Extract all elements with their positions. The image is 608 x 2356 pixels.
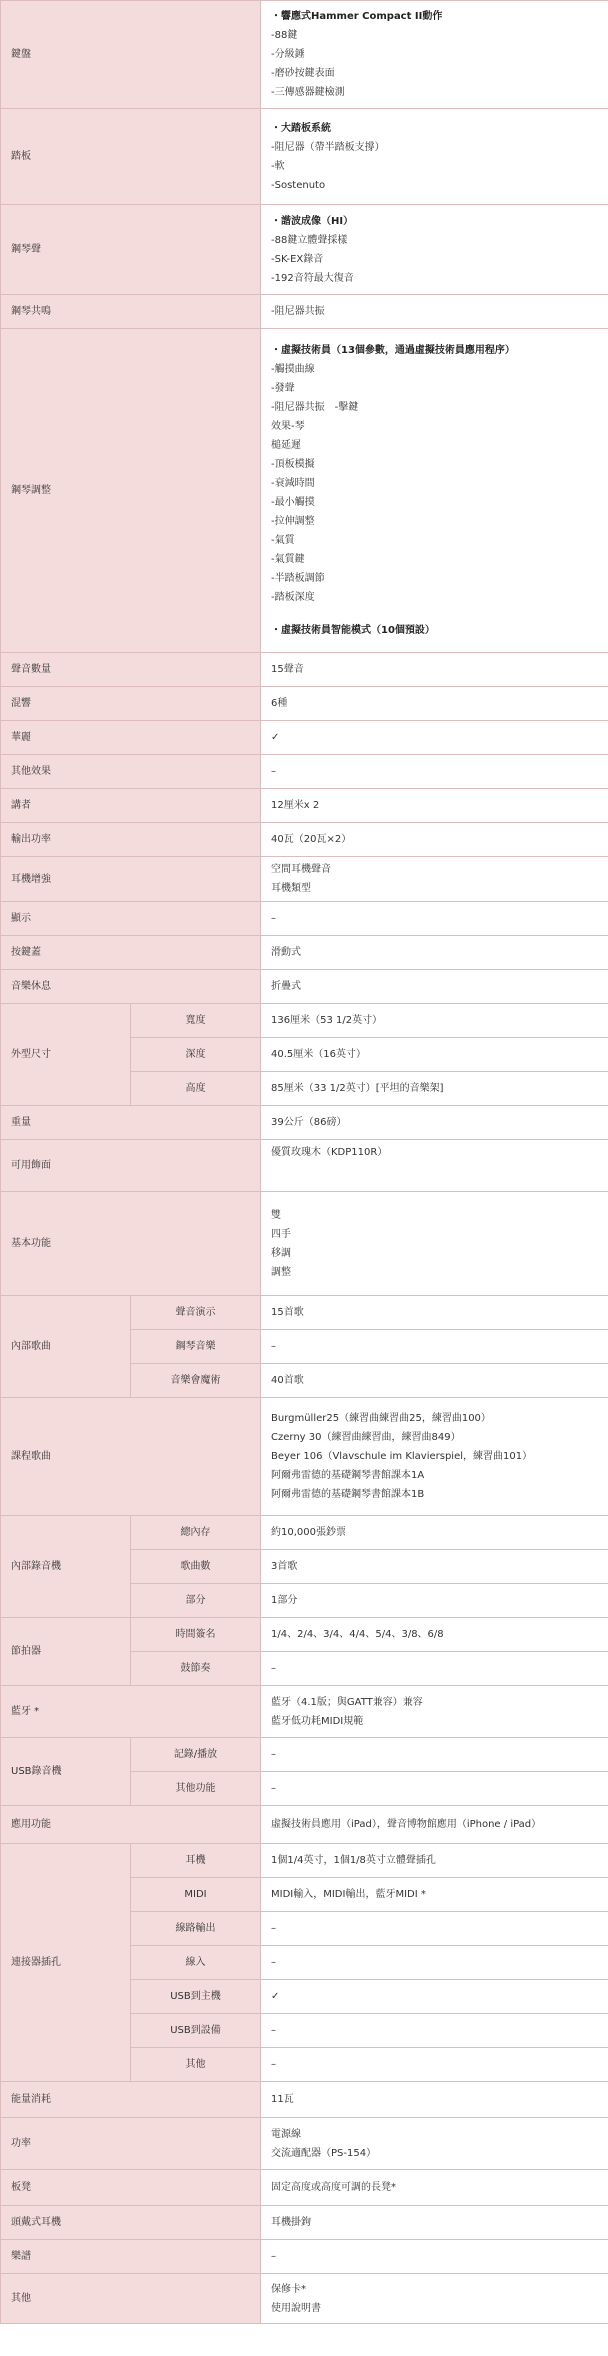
value-line: -拉伸調整 [271, 516, 315, 527]
row-label: USB錄音機 [1, 1738, 131, 1806]
value-line: 藍牙低功耗MIDI規範 [271, 1715, 364, 1727]
value-line: 雙 [271, 1209, 281, 1221]
row-value: 虛擬技術員應用（iPad），聲音博物館應用（iPhone / iPad） [261, 1806, 608, 1844]
value-line: -Sostenuto [271, 179, 326, 191]
row-value [261, 109, 608, 205]
row-label: 能量消耗 [1, 2082, 261, 2118]
row-value: – [261, 1330, 608, 1364]
value-line: 電源線 [271, 2128, 301, 2140]
row-label: 其他 [1, 2274, 261, 2324]
value-line: -192音符最大復音 [271, 272, 354, 284]
value-line: ・響應式Hammer Compact II動作 [271, 11, 443, 22]
value-line: 移調 [271, 1247, 291, 1259]
row-value: 約10,000張鈔票 [261, 1516, 608, 1550]
row-label: 鋼琴共鳴 [1, 295, 261, 329]
sub-label: 深度 [131, 1038, 261, 1072]
spacer [271, 607, 598, 621]
row-value: 折疊式 [261, 970, 608, 1004]
row-piano-tuning [1, 329, 608, 653]
value-line: Czerny 30（練習曲練習曲，練習曲849） [271, 1432, 461, 1443]
row-label: 聲音數量 [1, 653, 261, 687]
row-label: 板凳 [1, 2170, 261, 2206]
row-value: 6種 [261, 687, 608, 721]
row-lesson-songs [1, 1398, 608, 1516]
row-label: 內部錄音機 [1, 1516, 131, 1618]
row-power-consumption [1, 2082, 608, 2118]
value-line: 耳機類型 [271, 883, 311, 894]
value-line: 調整 [271, 1266, 291, 1278]
sub-label: 總內存 [131, 1516, 261, 1550]
value-line: ・虛擬技術員（13個參數，通過虛擬技術員應用程序） [271, 345, 515, 356]
row-value: – [261, 1738, 608, 1772]
value-line: -阻尼器共振 -擊鍵 [271, 402, 359, 413]
value-line: -半踏板調節 [271, 573, 325, 584]
sub-label: 線路輸出 [131, 1912, 261, 1946]
row-value: 耳機掛鉤 [261, 2206, 608, 2240]
row-label: 節拍器 [1, 1618, 131, 1686]
value-line: Beyer 106（Vlavschule im Klavierspiel，練習曲101） [271, 1451, 533, 1462]
row-label: 鍵盤 [1, 1, 261, 109]
row-value [261, 205, 608, 295]
value-line: ・大踏板系統 [271, 122, 331, 134]
sub-label: 高度 [131, 1072, 261, 1106]
value-line: ・虛擬技術員智能模式（10個預設） [271, 625, 435, 636]
check-icon: ✓ [261, 721, 608, 755]
sub-label: 耳機 [131, 1844, 261, 1878]
row-bench [1, 2170, 608, 2206]
sub-label: 聲音演示 [131, 1296, 261, 1330]
row-value: 85厘米（33 1/2英寸）[平坦的音樂架] [261, 1072, 608, 1106]
sub-label: 線入 [131, 1946, 261, 1980]
row-value [261, 329, 608, 653]
row-label: 按鍵蓋 [1, 936, 261, 970]
row-label: 華麗 [1, 721, 261, 755]
row-label: 鋼琴聲 [1, 205, 261, 295]
value-line: ・諧波成像（HI） [271, 215, 354, 227]
sub-label: MIDI [131, 1878, 261, 1912]
row-label: 耳機增強 [1, 857, 261, 902]
sub-label: 音樂會魔術 [131, 1364, 261, 1398]
row-pedals [1, 109, 608, 205]
value-line: -磨砂按鍵表面 [271, 68, 335, 79]
row-value: 11瓦 [261, 2082, 608, 2118]
row-value [261, 1398, 608, 1516]
row-label: 應用功能 [1, 1806, 261, 1844]
value-line: 藍牙（4.1版；與GATT兼容）兼容 [271, 1696, 423, 1708]
value-line: -軟 [271, 160, 285, 172]
value-line: 四手 [271, 1228, 291, 1240]
value-line: Burgmüller25（練習曲練習曲25，練習曲100） [271, 1413, 491, 1424]
row-value: 12厘米x 2 [261, 789, 608, 823]
row-value: 40.5厘米（16英寸） [261, 1038, 608, 1072]
row-headphone-enhancement [1, 857, 608, 902]
sub-label: 其他功能 [131, 1772, 261, 1806]
row-value: 3首歌 [261, 1550, 608, 1584]
sub-label: 其他 [131, 2048, 261, 2082]
row-label: 其他效果 [1, 755, 261, 789]
row-value [261, 1686, 608, 1738]
check-icon: ✓ [261, 1980, 608, 2014]
row-value: 1部分 [261, 1584, 608, 1618]
value-line: -三傳感器鍵檢測 [271, 87, 345, 98]
row-label: 基本功能 [1, 1192, 261, 1296]
row-label: 混響 [1, 687, 261, 721]
row-headphone [1, 2206, 608, 2240]
row-label: 鋼琴調整 [1, 329, 261, 653]
row-value [261, 1192, 608, 1296]
row-label: 可用飾面 [1, 1140, 261, 1192]
row-value: 滑動式 [261, 936, 608, 970]
value-line: -分級錘 [271, 49, 305, 60]
row-value: – [261, 1946, 608, 1980]
row-value: 優質玫瑰木（KDP110R） [261, 1140, 608, 1192]
row-other [1, 2274, 608, 2324]
row-speakers [1, 789, 608, 823]
row-bluetooth [1, 1686, 608, 1738]
row-value: 136厘米（53 1/2英寸） [261, 1004, 608, 1038]
value-line: -88鍵立體聲採樣 [271, 234, 348, 246]
row-value: -阻尼器共振 [261, 295, 608, 329]
row-value [261, 2118, 608, 2170]
value-line: 阿爾弗雷德的基礎鋼琴書館課本1B [271, 1489, 425, 1500]
value-line: 槌延遲 [271, 440, 301, 451]
sub-label: 部分 [131, 1584, 261, 1618]
row-internal-songs-demo [1, 1296, 608, 1330]
row-value: – [261, 2240, 608, 2274]
sub-label: 鼓節奏 [131, 1652, 261, 1686]
row-value: MIDI輸入，MIDI輸出，藍牙MIDI * [261, 1878, 608, 1912]
row-keyboard [1, 1, 608, 109]
row-label: 頭戴式耳機 [1, 2206, 261, 2240]
row-music [1, 2240, 608, 2274]
value-line: 空間耳機聲音 [271, 864, 331, 875]
row-label: 外型尺寸 [1, 1004, 131, 1106]
value-line: -氣質 [271, 535, 295, 546]
value-line: -發聲 [271, 383, 295, 394]
row-piano-sound [1, 205, 608, 295]
sub-label: USB到主機 [131, 1980, 261, 2014]
sub-label: 記錄/播放 [131, 1738, 261, 1772]
value-line: -衰減時間 [271, 478, 315, 489]
row-label: 音樂休息 [1, 970, 261, 1004]
value-line: 阿爾弗雷德的基礎鋼琴書館課本1A [271, 1470, 425, 1481]
row-music-rest [1, 970, 608, 1004]
row-label: 藍牙 * [1, 1686, 261, 1738]
row-weight [1, 1106, 608, 1140]
row-label: 踏板 [1, 109, 261, 205]
row-dimensions-width [1, 1004, 608, 1038]
row-value: 15首歌 [261, 1296, 608, 1330]
value-line: 交流適配器（PS-154） [271, 2147, 377, 2159]
row-finish [1, 1140, 608, 1192]
value-line: 保修卡* [271, 2283, 306, 2295]
row-value [261, 2274, 608, 2324]
value-line: -頂板模擬 [271, 459, 315, 470]
row-label: 連接器插孔 [1, 1844, 131, 2082]
row-label: 功率 [1, 2118, 261, 2170]
row-value: – [261, 1652, 608, 1686]
row-reverb [1, 687, 608, 721]
row-value: – [261, 2048, 608, 2082]
row-brilliance [1, 721, 608, 755]
row-power [1, 2118, 608, 2170]
row-value: – [261, 1912, 608, 1946]
row-value: – [261, 755, 608, 789]
row-label: 樂譜 [1, 2240, 261, 2274]
value-line: -踏板深度 [271, 592, 315, 603]
row-value: 1個1/4英寸，1個1/8英寸立體聲插孔 [261, 1844, 608, 1878]
row-value: 39公斤（86磅） [261, 1106, 608, 1140]
row-output-power [1, 823, 608, 857]
row-value: – [261, 2014, 608, 2048]
sub-label: 鋼琴音樂 [131, 1330, 261, 1364]
sub-label: 寬度 [131, 1004, 261, 1038]
row-value: – [261, 902, 608, 936]
value-line: -阻尼器（帶半踏板支撐） [271, 141, 385, 153]
row-label: 內部歌曲 [1, 1296, 131, 1398]
sub-label: USB到設備 [131, 2014, 261, 2048]
row-usb-record-play [1, 1738, 608, 1772]
row-value: 40瓦（20瓦×2） [261, 823, 608, 857]
row-value: 15聲音 [261, 653, 608, 687]
value-line: -88鍵 [271, 30, 298, 41]
row-jack-headphone [1, 1844, 608, 1878]
row-value: 40首歌 [261, 1364, 608, 1398]
row-app-functions [1, 1806, 608, 1844]
row-label: 重量 [1, 1106, 261, 1140]
row-label: 輸出功率 [1, 823, 261, 857]
row-value: – [261, 1772, 608, 1806]
value-line: -最小觸摸 [271, 497, 315, 508]
row-sound-count [1, 653, 608, 687]
row-value [261, 1, 608, 109]
row-metronome-time-signature [1, 1618, 608, 1652]
value-line: -氣質鍵 [271, 554, 305, 565]
row-value: 固定高度或高度可調的長凳* [261, 2170, 608, 2206]
sub-label: 時間簽名 [131, 1618, 261, 1652]
row-value [261, 857, 608, 902]
row-label: 講者 [1, 789, 261, 823]
row-recorder-memory [1, 1516, 608, 1550]
row-piano-resonance [1, 295, 608, 329]
value-line: 效果-琴 [271, 421, 305, 432]
row-basic-functions [1, 1192, 608, 1296]
row-key-cover [1, 936, 608, 970]
value-line: -SK-EX錄音 [271, 253, 324, 265]
row-display [1, 902, 608, 936]
value-line: -觸摸曲線 [271, 364, 315, 375]
sub-label: 歌曲數 [131, 1550, 261, 1584]
value-line: 使用說明書 [271, 2302, 321, 2314]
row-label: 顯示 [1, 902, 261, 936]
row-other-effects [1, 755, 608, 789]
row-label: 課程歌曲 [1, 1398, 261, 1516]
row-value: 1/4、2/4、3/4、4/4、5/4、3/8、6/8 [261, 1618, 608, 1652]
